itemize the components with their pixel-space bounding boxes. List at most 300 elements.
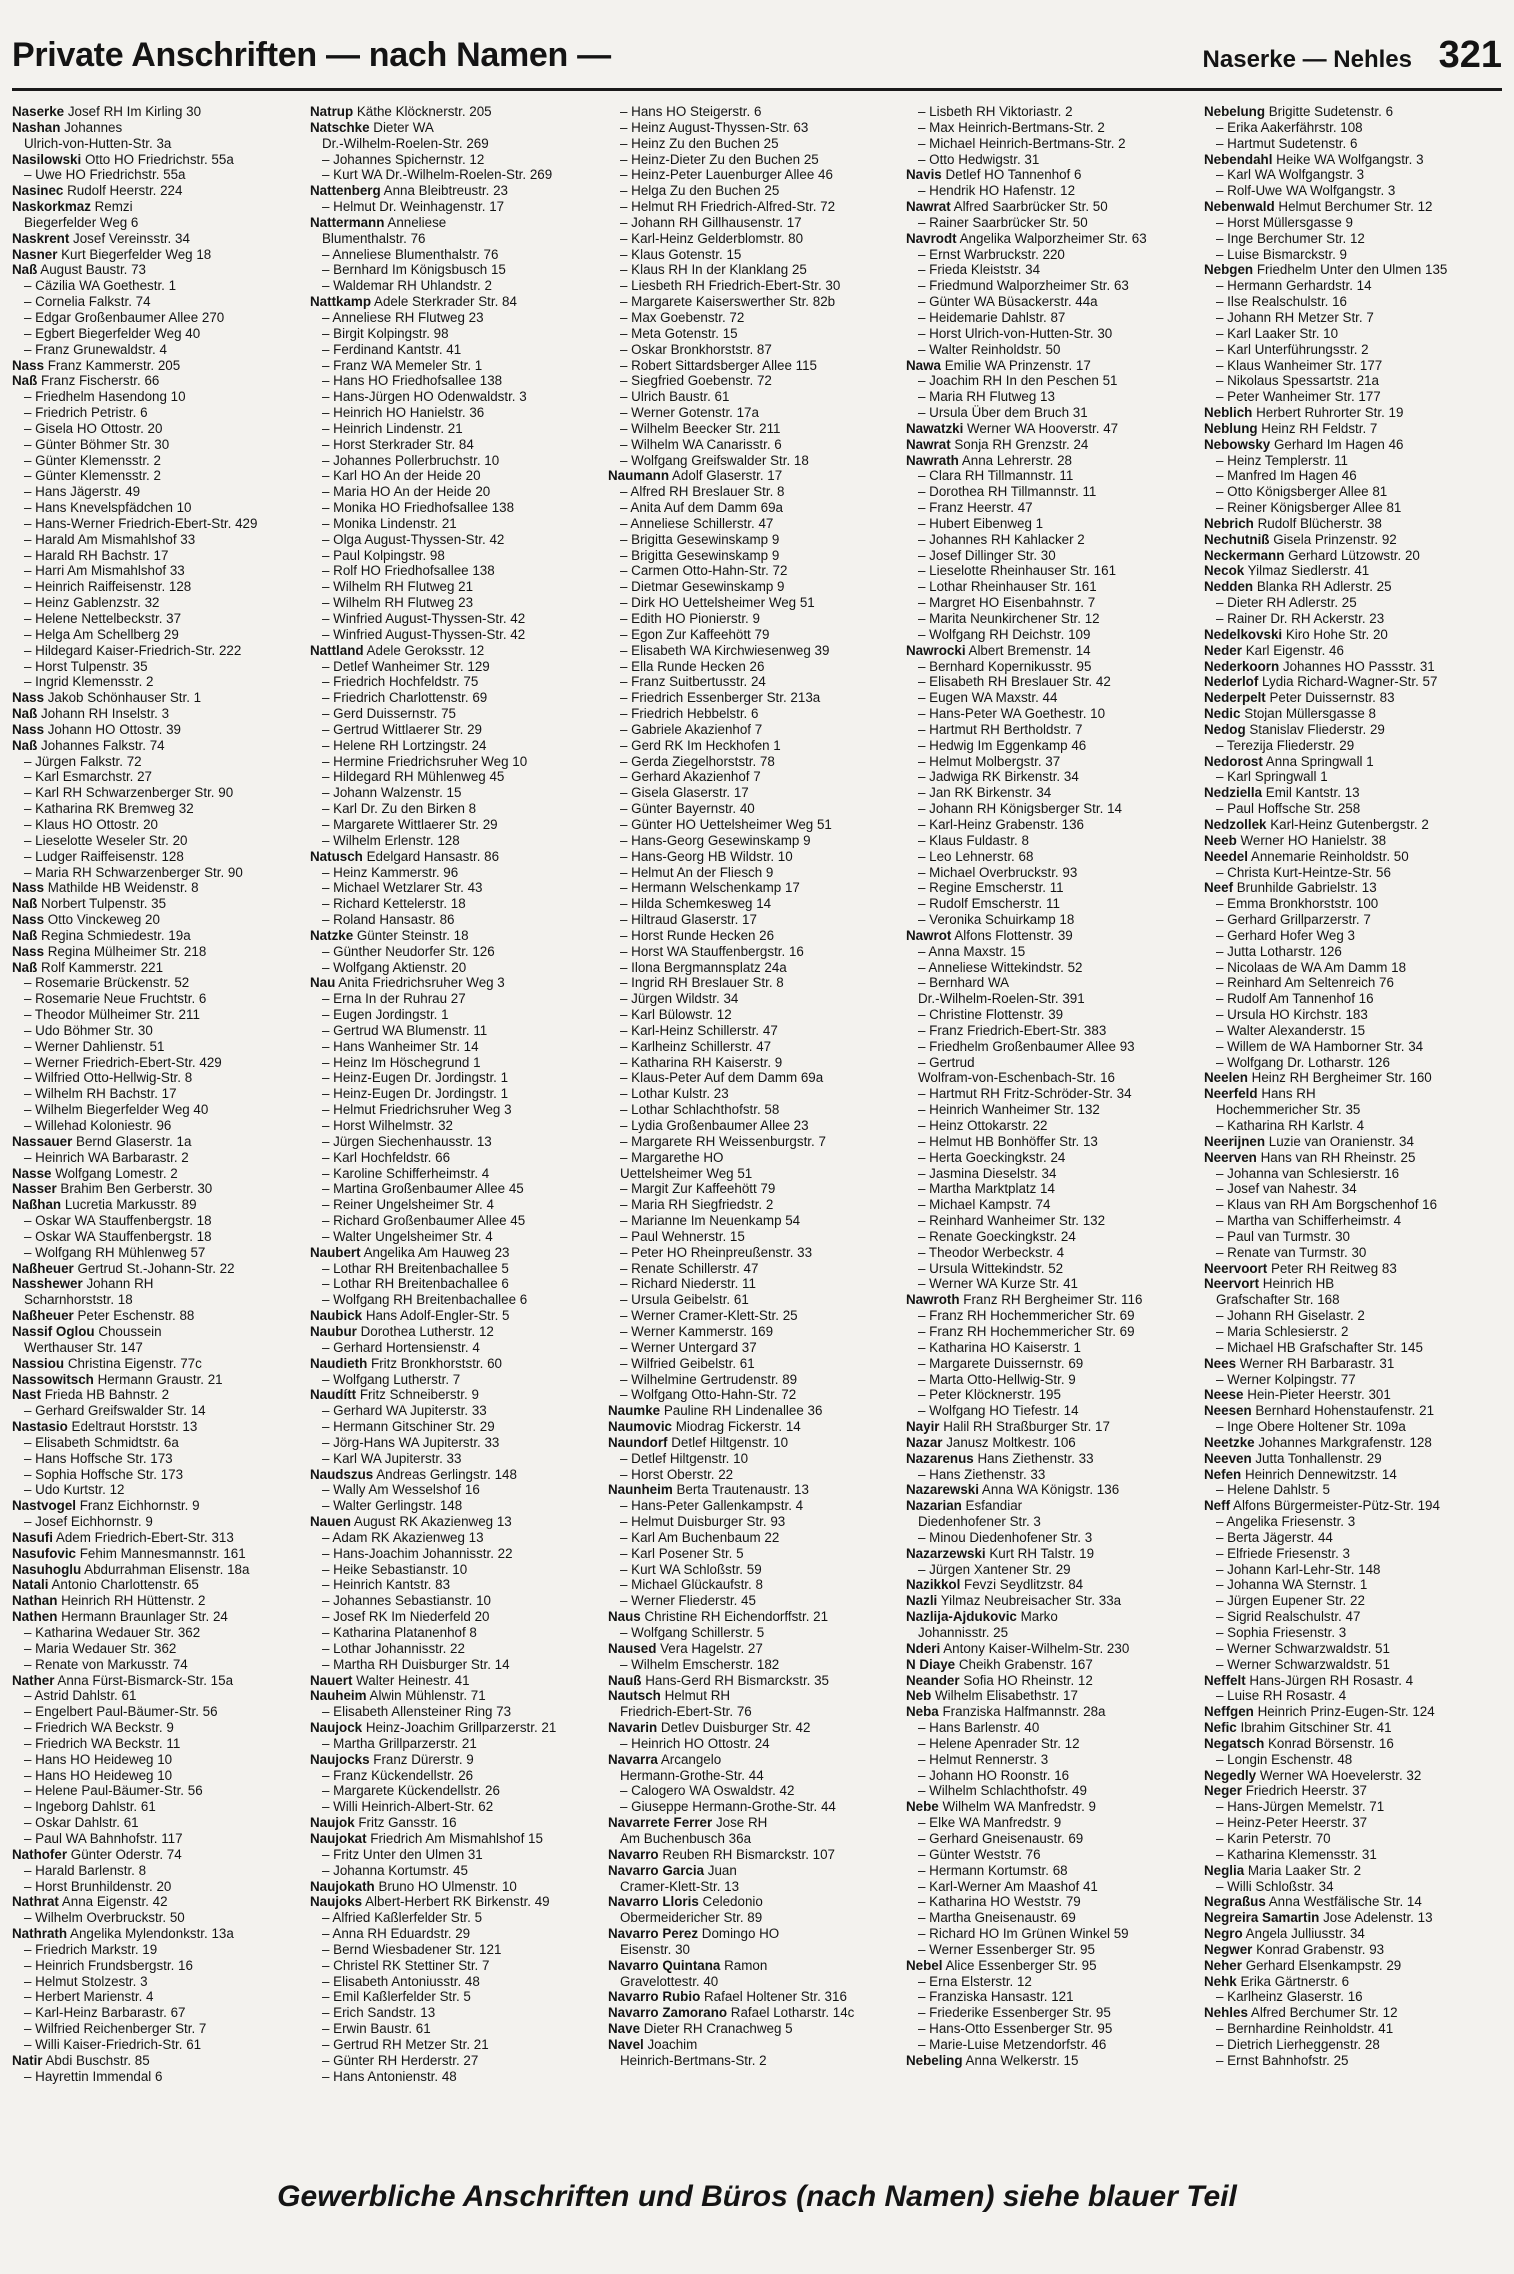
directory-entry (1204, 659, 1494, 675)
directory-entry: – Eugen WA Maxstr. 44 (918, 690, 1058, 706)
directory-entry: – Rosemarie Neue Fruchtstr. 6 (24, 991, 207, 1007)
directory-entry: – Peter Klöcknerstr. 195 (918, 1387, 1061, 1403)
directory-entry: – Ursula Geibelstr. 61 (620, 1292, 749, 1308)
directory-entry: – Sigrid Realschulstr. 47 (1216, 1609, 1361, 1625)
entry-surname: Nasufi (12, 1529, 53, 1545)
directory-entry: – Katharina Platanenhof 8 (322, 1625, 477, 1640)
entry-details: Christine RH Eichendorffstr. 21 (640, 1609, 829, 1625)
directory-entry: – Alfried Kaßlerfelder Str. 5 (322, 1910, 483, 1926)
entry-details: Helmut Berchumer Str. 12 (1274, 199, 1433, 215)
directory-entry: – Günter WA Büsackerstr. 44a (918, 294, 1098, 310)
directory-entry: – Jutta Lotharstr. 126 (1216, 943, 1342, 959)
directory-entry: – Max Goebenstr. 72 (620, 309, 745, 325)
directory-entry (906, 167, 1196, 183)
entry-details: Heinz-Joachim Grillparzerstr. 21 (362, 1720, 557, 1736)
entry-details: Käthe Klöcknerstr. 205 (353, 104, 492, 119)
directory-entry: – Birgit Kolpingstr. 98 (322, 325, 449, 341)
entry-surname: Nedog (1204, 721, 1246, 737)
entry-surname: Navarrete Ferrer (608, 1815, 713, 1831)
directory-entry (12, 944, 302, 960)
entry-surname: Nazarenus (906, 1450, 974, 1466)
column-4 (906, 104, 1196, 2154)
directory-entry: – Michael Overbruckstr. 93 (918, 864, 1078, 880)
directory-entry (906, 1546, 1196, 1562)
directory-entry: – Johanna van Schlesierstr. 16 (1216, 1165, 1400, 1181)
entry-surname: Nawrath (906, 452, 959, 468)
directory-entry: – Karl WA Jupiterstr. 33 (322, 1450, 462, 1466)
entry-surname: Nauß (608, 1672, 642, 1688)
entry-details: Rudolf Heerstr. 224 (63, 183, 183, 199)
entry-surname: Neesen (1204, 1403, 1252, 1419)
directory-entry: – Johann RH Gillhausenstr. 17 (620, 214, 802, 230)
directory-entry (906, 1609, 1196, 1625)
entry-surname: Neblich (1204, 405, 1253, 421)
directory-entry: – Helmut Friedrichsruher Weg 3 (322, 1102, 512, 1118)
entry-surname: Nazli (906, 1593, 938, 1609)
entry-surname: Navis (906, 167, 942, 183)
directory-entry: – Reiner Ungelsheimer Str. 4 (322, 1197, 494, 1213)
entry-surname: Nastasio (12, 1419, 68, 1435)
entry-surname: Nassauer (12, 1133, 73, 1149)
entry-details: Ramon (720, 1957, 768, 1973)
entry-surname: Negraßus (1204, 1894, 1266, 1910)
directory-entry: – Friedrich Essenberger Str. 213a (620, 690, 821, 706)
entry-details: Fritz Gansstr. 16 (354, 1815, 457, 1831)
directory-entry: – Inge Obere Holtener Str. 109a (1216, 1419, 1406, 1435)
directory-entry (1204, 532, 1494, 548)
directory-entry: – Nicolaas de WA Am Damm 18 (1216, 959, 1407, 975)
directory-entry (1204, 104, 1494, 120)
directory-entry (310, 975, 600, 991)
directory-entry: – Erwin Baustr. 61 (322, 2021, 431, 2037)
directory-entry (1204, 1720, 1494, 1736)
directory-entry: – Helene RH Lortzingstr. 24 (322, 737, 487, 753)
entry-surname: Nazarewski (906, 1482, 979, 1498)
directory-entry: – Marita Neunkirchener Str. 12 (918, 611, 1100, 626)
entry-surname: Nauheim (310, 1688, 367, 1704)
entry-surname: Naudieth (310, 1355, 368, 1371)
entry-surname: Naßheuer (12, 1308, 74, 1324)
directory-entry: – Gerda Ziegelhorststr. 78 (620, 753, 775, 769)
directory-entry: – Willi Heinrich-Albert-Str. 62 (322, 1799, 494, 1815)
directory-entry: – Gerhard Gneisenaustr. 69 (918, 1830, 1084, 1846)
entry-surname: Nassowitsch (12, 1371, 94, 1387)
entry-surname: Neblung (1204, 420, 1258, 436)
entry-surname: Nawa (906, 357, 941, 373)
directory-entry (12, 1926, 302, 1942)
entry-details: Norbert Tulpenstr. 35 (37, 896, 167, 912)
directory-entry (906, 1435, 1196, 1451)
entry-surname: Navarro Quintana (608, 1957, 721, 1973)
directory-entry: – Katharina Wedauer Str. 362 (24, 1625, 201, 1640)
directory-entry (1204, 421, 1494, 437)
entry-surname: Nathrath (12, 1926, 68, 1942)
directory-entry: – Klaus RH In der Klanklang 25 (620, 262, 807, 278)
directory-entry (310, 1815, 600, 1831)
directory-entry (12, 262, 302, 278)
entry-details: Dieter RH Cranachweg 5 (640, 2021, 793, 2037)
directory-entry (12, 960, 302, 976)
entry-details: Antonio Charlottenstr. 65 (48, 1577, 199, 1593)
entry-details: Adele Sterkrader Str. 84 (371, 294, 517, 310)
directory-entry (12, 706, 302, 722)
directory-entry: – Uwe HO Friedrichstr. 55a (24, 167, 186, 183)
directory-entry: – Helmut Duisburger Str. 93 (620, 1514, 786, 1530)
directory-entry: – Richard Niederstr. 11 (620, 1276, 756, 1292)
directory-entry: – Reinhard Am Seltenreich 76 (1216, 975, 1394, 991)
entry-details: Pauline RH Lindenallee 36 (660, 1403, 823, 1419)
directory-entry: – Gisela HO Ottostr. 20 (24, 420, 163, 436)
entry-surname: Nebowsky (1204, 436, 1271, 452)
directory-entry: – Johann RH Giselastr. 2 (1216, 1308, 1365, 1324)
directory-entry: – Calogero WA Oswaldstr. 42 (620, 1783, 795, 1799)
entry-surname: Nederkoorn (1204, 658, 1280, 674)
entry-surname: Nechutniß (1204, 531, 1270, 547)
directory-entry: – Franz Suitbertusstr. 24 (620, 674, 766, 690)
entry-continuation: Gravelottestr. 40 (620, 1973, 719, 1989)
directory-entry (1204, 1070, 1494, 1086)
directory-entry: – Lothar Schlachthofstr. 58 (620, 1102, 780, 1118)
entry-continuation: Dr.-Wilhelm-Roelen-Str. 269 (322, 135, 489, 151)
directory-entry: – Ulrich Baustr. 61 (620, 389, 730, 405)
directory-entry: – Detlef Hiltgenstr. 10 (620, 1450, 749, 1466)
directory-entry: – Werner Kammerstr. 169 (620, 1323, 774, 1339)
directory-entry: – Hans Wanheimer Str. 14 (322, 1038, 479, 1054)
directory-entry: – Gerd Duissernstr. 75 (322, 706, 456, 722)
entry-surname: Navel (608, 2036, 644, 2052)
directory-entry: – Liesbeth RH Friedrich-Ebert-Str. 30 (620, 278, 841, 294)
directory-entry (1204, 1387, 1494, 1403)
directory-entry (310, 104, 600, 120)
directory-entry: – Brigitta Gesewinskamp 9 (620, 547, 780, 563)
entry-details: Günter Steinstr. 18 (353, 927, 469, 943)
directory-entry (906, 1577, 1196, 1593)
directory-entry: – Dorothea RH Tillmannstr. 11 (918, 484, 1097, 500)
directory-entry (1204, 1910, 1494, 1926)
directory-entry (608, 1863, 898, 1879)
directory-entry (12, 690, 302, 706)
directory-entry: – Wilfried Reichenberger Str. 7 (24, 2021, 207, 2037)
directory-entry: – Walter Reinholdstr. 50 (918, 341, 1061, 357)
entry-details: Bernhard Hohenstaufenstr. 21 (1251, 1403, 1435, 1419)
directory-entry (1204, 579, 1494, 595)
directory-entry: – Heinrich Frundsbergstr. 16 (24, 1957, 193, 1973)
directory-entry: – Gerd RK Im Heckhofen 1 (620, 737, 781, 753)
directory-entry: – Karoline Schifferheimstr. 4 (322, 1165, 490, 1181)
directory-entry (608, 1847, 898, 1863)
entry-surname: Nathen (12, 1609, 58, 1625)
entry-details: Johannes (60, 119, 123, 135)
entry-surname: Nather (12, 1672, 55, 1688)
directory-entry (310, 215, 600, 231)
directory-entry: – Johanna WA Sternstr. 1 (1216, 1577, 1368, 1593)
entry-surname: Naujokat (310, 1830, 367, 1846)
directory-entry: – Bernhard Im Königsbusch 15 (322, 262, 506, 278)
directory-entry: – Heinz-Dieter Zu den Buchen 25 (620, 151, 819, 167)
directory-entry (12, 1894, 302, 1910)
directory-entry: – Gerhard Hortensienstr. 4 (322, 1339, 480, 1355)
directory-entry: – Margret HO Eisenbahnstr. 7 (918, 595, 1096, 611)
directory-entry: – Hans HO Steigerstr. 6 (620, 104, 762, 119)
directory-entry: – Günter Klemensstr. 2 (24, 452, 161, 468)
entry-surname: Naß (12, 737, 38, 753)
directory-entry: – Franz Friedrich-Ebert-Str. 383 (918, 1022, 1107, 1038)
entry-continuation: Scharnhorststr. 18 (24, 1292, 133, 1308)
entry-details: Fritz Bronkhorststr. 60 (367, 1355, 502, 1371)
directory-entry: – Peter Wanheimer Str. 177 (1216, 389, 1381, 405)
directory-entry: – Astrid Dahlstr. 61 (24, 1688, 137, 1704)
entry-surname: Naumann (608, 468, 670, 484)
directory-entry: – Katharina RH Karlstr. 4 (1216, 1118, 1365, 1133)
entry-details: Heinrich Prinz-Eugen-Str. 124 (1253, 1704, 1435, 1720)
directory-entry: – Heinrich Raiffeisenstr. 128 (24, 579, 192, 595)
column-1 (12, 104, 302, 2154)
entry-details: Anna Westfälische Str. 14 (1265, 1894, 1422, 1910)
entry-surname: Nedziella (1204, 785, 1263, 801)
directory-entry: – Carmen Otto-Hahn-Str. 72 (620, 563, 788, 579)
directory-entry: – Siegfried Goebenstr. 72 (620, 373, 772, 389)
entry-details: Otto Vinckeweg 20 (44, 912, 160, 928)
entry-details: Bernd Glaserstr. 1a (72, 1133, 192, 1149)
directory-entry (608, 1641, 898, 1657)
directory-entry: – Renate Goeckingkstr. 24 (918, 1228, 1076, 1244)
directory-entry (310, 1720, 600, 1736)
directory-entry: – Werner WA Kurze Str. 41 (918, 1276, 1079, 1292)
directory-entry: – Cornelia Falkstr. 74 (24, 294, 151, 310)
directory-entry (310, 1894, 600, 1910)
directory-entry (12, 120, 302, 136)
directory-entry (12, 183, 302, 199)
directory-entry (1204, 1768, 1494, 1784)
directory-entry: – Wilhelm RH Flutweg 21 (322, 579, 474, 595)
entry-details: Josef RH Im Kirling 30 (64, 104, 202, 119)
entry-continuation: Werthauser Str. 147 (24, 1339, 143, 1355)
directory-entry (12, 199, 302, 215)
entry-continuation: Dr.-Wilhelm-Roelen-Str. 391 (918, 991, 1085, 1007)
directory-entry: – Karl Am Buchenbaum 22 (620, 1529, 780, 1545)
entry-details: Detlef HO Tannenhof 6 (941, 167, 1082, 183)
directory-entry (310, 643, 600, 659)
entry-details: Gertrud St.-Johann-Str. 22 (73, 1260, 235, 1276)
entry-details: Kiro Hohe Str. 20 (1282, 626, 1388, 642)
directory-entry: – Werner Untergard 37 (620, 1339, 757, 1355)
entry-surname: Nassif Oglou (12, 1323, 95, 1339)
entry-details: Emil Kantstr. 13 (1262, 785, 1360, 801)
directory-entry: – Heinrich HO Hanielstr. 36 (322, 405, 485, 421)
directory-entry: – Harri Am Mismahlshof 33 (24, 563, 185, 579)
directory-entry (310, 183, 600, 199)
directory-entry: – Johannes Spichernstr. 12 (322, 151, 485, 167)
entry-surname: Nattenberg (310, 183, 381, 199)
directory-entry: – Erna In der Ruhrau 27 (322, 991, 466, 1007)
directory-entry: – Jan RK Birkenstr. 34 (918, 785, 1052, 801)
entry-surname: Naumovic (608, 1419, 672, 1435)
directory-entry (906, 199, 1196, 215)
entry-details: Johann HO Ottostr. 39 (44, 721, 181, 737)
directory-entry: – Edith HO Pionierstr. 9 (620, 611, 760, 626)
directory-entry: – Karl WA Wolfgangstr. 3 (1216, 167, 1365, 183)
entry-details: Hermann Braunlager Str. 24 (57, 1609, 228, 1625)
directory-entry: – Winfried August-Thyssen-Str. 42 (322, 611, 526, 626)
directory-entry: – Franz WA Memeler Str. 1 (322, 357, 483, 373)
directory-entry: – Friedrich Petristr. 6 (24, 405, 148, 421)
directory-entry: – Minou Diedenhofener Str. 3 (918, 1529, 1093, 1545)
directory-entry (12, 1577, 302, 1593)
directory-entry: – Dietrich Lierheggenstr. 28 (1216, 2036, 1380, 2052)
directory-entry: – Brigitta Gesewinskamp 9 (620, 531, 780, 547)
entry-details: Brunhilde Gabrielstr. 13 (1233, 880, 1377, 896)
directory-entry (906, 1451, 1196, 1467)
entry-details: Emilie WA Prinzenstr. 17 (940, 357, 1091, 373)
entry-surname: Negatsch (1204, 1735, 1265, 1751)
entry-details: Cheikh Grabenstr. 167 (955, 1656, 1093, 1672)
directory-entry: – Edgar Großenbaumer Allee 270 (24, 309, 225, 325)
directory-entry: – Hartmut Sudetenstr. 6 (1216, 135, 1358, 151)
directory-entry: – Anneliese Schillerstr. 47 (620, 515, 774, 531)
directory-entry: – Heinrich Lindenstr. 21 (322, 420, 463, 436)
directory-entry (1204, 199, 1494, 215)
entry-details: Andreas Gerlingstr. 148 (373, 1466, 517, 1482)
entry-surname: Nasner (12, 246, 58, 262)
entry-surname: Negreira Samartin (1204, 1910, 1320, 1926)
directory-entry (906, 1292, 1196, 1308)
entry-surname: Nattermann (310, 214, 385, 230)
directory-entry: – Horst Ulrich-von-Hutten-Str. 30 (918, 325, 1113, 341)
directory-entry: – Karl Bülowstr. 12 (620, 1007, 732, 1023)
entry-surname: Nass (12, 357, 45, 373)
entry-surname: Navarin (608, 1720, 658, 1736)
entry-details: Domingo HO (698, 1926, 780, 1942)
entry-details: Wolfgang Lomestr. 2 (51, 1165, 178, 1181)
directory-entry: – Fritz Unter den Ulmen 31 (322, 1846, 483, 1862)
directory-entry (1204, 706, 1494, 722)
entry-continuation: Cramer-Klett-Str. 13 (620, 1878, 740, 1894)
directory-entry: – Walter Gerlingstr. 148 (322, 1498, 463, 1514)
directory-entry (1204, 817, 1494, 833)
directory-entry: – Klaus van RH Am Borgschenhof 16 (1216, 1197, 1438, 1213)
directory-entry: – Wolfgang RH Breitenbachallee 6 (322, 1292, 528, 1308)
directory-entry (310, 294, 600, 310)
entry-details: Edeltraut Horststr. 13 (67, 1419, 198, 1435)
entry-details: Abdurrahman Elisenstr. 18a (81, 1561, 250, 1577)
entry-surname: Nass (12, 943, 45, 959)
directory-entry: – Elisabeth Schmidtstr. 6a (24, 1434, 179, 1450)
directory-entry: – Johann RH Königsberger Str. 14 (918, 801, 1122, 817)
entry-details: Fevzi Seydlitzstr. 84 (960, 1577, 1084, 1593)
directory-entry: – Detlef Wanheimer Str. 129 (322, 658, 490, 674)
entry-surname: Neef (1204, 880, 1234, 896)
directory-entry: – Martha Gneisenaustr. 69 (918, 1910, 1076, 1926)
directory-entry (1204, 1134, 1494, 1150)
directory-entry: – Christel RK Stettiner Str. 7 (322, 1957, 490, 1973)
directory-entry (608, 1482, 898, 1498)
column-5 (1204, 104, 1494, 2154)
entry-details: Brahim Ben Gerberstr. 30 (56, 1181, 213, 1197)
directory-entry: – Martha van Schifferheimstr. 4 (1216, 1213, 1402, 1229)
directory-entry: – Helga Am Schellberg 29 (24, 626, 179, 642)
entry-details: Joachim (643, 2036, 698, 2052)
directory-entry: – Longin Eschenstr. 48 (1216, 1751, 1353, 1767)
directory-entry: – Günter Bayernstr. 40 (620, 801, 755, 817)
directory-entry: – Anna Maxstr. 15 (918, 943, 1026, 959)
directory-entry (1204, 1863, 1494, 1879)
directory-entry: – Friedrich Hebbelstr. 6 (620, 706, 759, 722)
directory-entry: – Karl Hochfeldstr. 66 (322, 1149, 451, 1165)
directory-entry: – Werner Dahlienstr. 51 (24, 1038, 165, 1054)
directory-entry: – Heinz Gablenzstr. 32 (24, 595, 160, 611)
entry-surname: Navarro Zamorano (608, 2005, 728, 2021)
entry-details: Heinz RH Bergheimer Str. 160 (1247, 1070, 1432, 1086)
directory-entry: – Gertrud RH Metzer Str. 21 (322, 2036, 489, 2052)
directory-entry (1204, 674, 1494, 690)
directory-entry: – Regine Emscherstr. 11 (918, 880, 1064, 896)
entry-surname: Naujock (310, 1720, 363, 1736)
directory-entry (12, 1562, 302, 1578)
directory-entry: – Heinz-Eugen Dr. Jordingstr. 1 (322, 1086, 509, 1102)
directory-entry (12, 152, 302, 168)
directory-entry: – Heinz Zu den Buchen 25 (620, 135, 779, 151)
entry-details: Peter Duissernstr. 83 (1265, 690, 1395, 706)
directory-entry: – Hans-Peter WA Goethestr. 10 (918, 706, 1106, 722)
entry-continuation: Blumenthalstr. 76 (322, 230, 426, 246)
column-3 (608, 104, 898, 2154)
entry-surname: Nassiou (12, 1355, 65, 1371)
directory-entry: – Lothar RH Breitenbachallee 6 (322, 1276, 509, 1292)
directory-entry: – Harald Barlenstr. 8 (24, 1862, 147, 1878)
directory-entry (310, 928, 600, 944)
directory-entry (906, 1657, 1196, 1673)
entry-surname: Nasuhoglu (12, 1561, 82, 1577)
directory-entry (12, 1134, 302, 1150)
entry-details: Blanka RH Adlerstr. 25 (1253, 579, 1392, 595)
entry-surname: Nawrat (906, 436, 951, 452)
directory-entry: – Elke WA Manfredstr. 9 (918, 1815, 1062, 1831)
entry-details: Juan (704, 1862, 737, 1878)
entry-surname: Naudszus (310, 1466, 374, 1482)
directory-entry: – Dirk HO Uettelsheimer Weg 51 (620, 595, 815, 611)
directory-entry: – Klaus HO Ottostr. 20 (24, 816, 158, 832)
directory-entry: – Gertrud Wittlaerer Str. 29 (322, 721, 483, 737)
directory-entry: – Lothar RH Breitenbachallee 5 (322, 1260, 509, 1276)
entry-details: Alfred Saarbrücker Str. 50 (950, 199, 1108, 215)
directory-entry: – Helene Paul-Bäumer-Str. 56 (24, 1783, 203, 1799)
directory-entry (12, 1498, 302, 1514)
directory-entry: – Wilhelmine Gertrudenstr. 89 (620, 1371, 798, 1387)
directory-entry: – Ingeborg Dahlstr. 61 (24, 1799, 156, 1815)
directory-entry: – Engelbert Paul-Bäumer-Str. 56 (24, 1704, 218, 1720)
entry-surname: Nebelung (1204, 104, 1266, 119)
directory-entry: – Maria HO An der Heide 20 (322, 484, 491, 500)
directory-entry: – Hans-Georg HB Wildstr. 10 (620, 848, 793, 864)
entry-surname: Nawatzki (906, 420, 964, 436)
entry-surname: Navarro (608, 1846, 659, 1862)
directory-entry: – Franziska Hansastr. 121 (918, 1989, 1074, 2005)
directory-entry: – Wilfried Geibelstr. 61 (620, 1355, 755, 1371)
directory-entry: – Hedwig Im Eggenkamp 46 (918, 737, 1087, 753)
directory-entry: – Ursula HO Kirchstr. 183 (1216, 1007, 1368, 1023)
directory-entry: – Wilhelm Overbruckstr. 50 (24, 1910, 185, 1926)
directory-entry: – Wolfgang Greifswalder Str. 18 (620, 452, 809, 468)
entry-surname: Nawrat (906, 199, 951, 215)
directory-entry: – Rosemarie Brückenstr. 52 (24, 975, 190, 991)
directory-entry (1204, 1150, 1494, 1166)
directory-entry (310, 1356, 600, 1372)
directory-entry: – Hans Hoffsche Str. 173 (24, 1450, 173, 1466)
entry-surname: Nebel (906, 1957, 943, 1973)
directory-entry: – Gertrud (918, 1054, 975, 1070)
directory-entry: – Ernst Warbruckstr. 220 (918, 246, 1065, 262)
entry-surname: Naus (608, 1609, 641, 1625)
